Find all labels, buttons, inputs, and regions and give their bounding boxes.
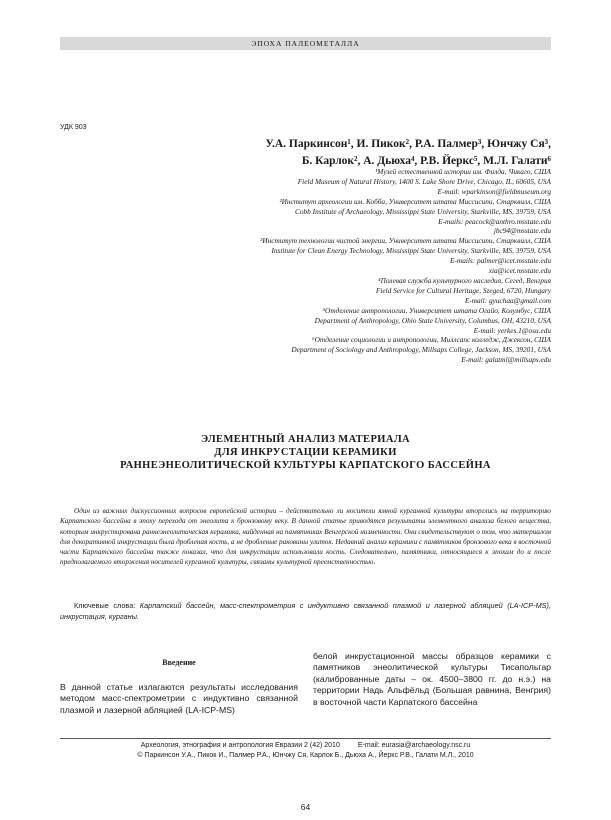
column-right (313, 651, 551, 708)
section-header (60, 37, 551, 50)
keywords-label: Ключевые слова: (74, 601, 136, 610)
affiliation-line: ¹Музей естественной истории им. Филда, Чикаго, США (375, 167, 551, 176)
title-line-2: ДЛЯ ИНКРУСТАЦИИ КЕРАМИКИ (214, 447, 397, 458)
title-line-3: РАННЕЭНЕОЛИТИЧЕСКОЙ КУЛЬТУРЫ КАРПАТСКОГО БАССЕЙНА (120, 460, 491, 471)
affiliation-line: Field Service for Cultural Heritage, Szeged, 6720, Hungary (375, 285, 551, 295)
affiliation-line: Field Museum of Natural History, 1400 S. Lake Shore Drive, Chicago, IL, 60605, USA (297, 176, 551, 186)
affiliation-line: ²Институт археологии им. Кобба, Университет штата Миссисипи, Старквилл, США (279, 196, 551, 206)
footer (60, 741, 551, 760)
affiliation-email: E-mail: yerkes.1@osu.edu (473, 325, 551, 335)
keywords (60, 600, 551, 622)
udk-code: УДК 903 (60, 124, 87, 131)
affiliation-line: ⁶Отделение социологии и антропологии, Миллсапс колледж, Джексон, США (312, 335, 551, 345)
page-number: 64 (300, 802, 311, 812)
author-list (131, 136, 551, 170)
affiliation-line: Department of Sociology and Anthropology, Millsaps College, Jackson, MS, 39201, USA (291, 345, 551, 355)
affiliation-email: E-mail: galatml@millsaps.edu (461, 355, 551, 365)
intro-text-left: В данной статье излагаются результаты исследования методом масс-спектрометрии с индуктивно связанной плазмой и лазерной абляцией (LA-ICP-MS) (60, 682, 298, 715)
affiliation-email: E-mail: gyuchaa@gmail.com (464, 295, 551, 305)
affiliation-email: E-mail: wparkinson@fieldmuseum.org (437, 186, 551, 196)
keywords-text: Карпатский бассейн, масс-спектрометрия с индуктивно связанной плазмой и лазерной абляцией (LA-ICP-MS), инкрустация, курганы. (60, 601, 551, 621)
journal-info: Археология, этнография и антропология Евразии 2 (42) 2010 (140, 742, 340, 749)
affiliation-line: ⁵Отделение антропологии, Университет штата Огайо, Колумбус, США (322, 305, 551, 315)
affiliation-email: E-mails: palmer@icet.msstate.edu (450, 256, 551, 266)
journal-email: E-mail: eurasia@archaeology.nsc.ru (357, 742, 471, 749)
column-left (60, 651, 298, 716)
affiliation-line: ⁴Полевая служба культурного наследия, Сегед, Венгрия (378, 275, 551, 285)
copyright: © Паркинсон У.А., Пикок И., Палмер Р.А., Юнчжу Ся, Карлок Б., Дьюха А., Йеркс Р.В., Галати М.Л., 2010 (137, 751, 474, 759)
affiliation-email: xia@icet.msstate.edu (488, 266, 551, 276)
affiliation-line: ³Институт технологии чистой энергии, Университет штата Миссисипи, Старквилл, США (260, 236, 551, 246)
affiliation-line: Department of Anthropology, Ohio State University, Columbus, OH, 43210, USA (314, 315, 551, 325)
intro-heading: Введение (162, 658, 196, 667)
footer-divider (60, 738, 551, 739)
affiliation-line: Cobb Institute of Archaeology, Mississippi State University, Starkville, MS, 39759, USA (295, 206, 551, 216)
affiliations (121, 167, 551, 365)
section-title: ЭПОХА ПАЛЕОМЕТАЛЛА (251, 39, 360, 48)
affiliation-email: E-mails: peacock@anthro.msstate.edu (438, 216, 551, 226)
abstract: Один из важных дискуссионных вопросов европейской истории – действительно ли носители ямной курганной культуры вторглись на территорию Карпатского бассейна в эпоху перехода от энеолита к бронзовому веку. В данной статье приводятся результаты элементного анализа белого вещества, которым инкрустирована раннеэнеолитическая керамика, найденная на памятниках Венгерской низменности. Они свидетельствуют о том, что материалом для декоративной инкрустации была дробленая кость, а не дробленые раковины улиток. Недавний анализ керамики с памятников бронзового века в восточной части Карпатского бассейна также показал, что для инкрустации использовали кость. Следовательно, памятники, относящиеся к эпохам до и после предполагаемого вторжения носителей курганной культуры, связаны культурной преемственностью. (60, 507, 551, 567)
affiliation-line: Institute for Clean Energy Technology, Mississippi State University, Starkville, MS, 39759, USA (271, 246, 551, 256)
intro-text-right: белой инкрустационной массы образцов керамики с памятников энеолитической культуры Тисапольгар (калиброванные даты – ок. 4500–3800 гг. до н.э.) на территории Надь Альфёльд (Большая равнина, Венгрия) в восточной части Карпатского бассейна (313, 651, 551, 707)
article-title (60, 433, 551, 472)
title-line-1: ЭЛЕМЕНТНЫЙ АНАЛИЗ МАТЕРИАЛА (200, 434, 411, 445)
authors-line-1: У.А. Паркинсон¹, И. Пикок², Р.А. Палмер³, Юнчжу Ся³, (265, 138, 551, 150)
authors-line-2: Б. Карлок², А. Дьюха⁴, Р.В. Йеркс⁵, М.Л. Галати⁶ (301, 155, 551, 167)
affiliation-email: jbc94@msstate.edu (493, 226, 551, 236)
